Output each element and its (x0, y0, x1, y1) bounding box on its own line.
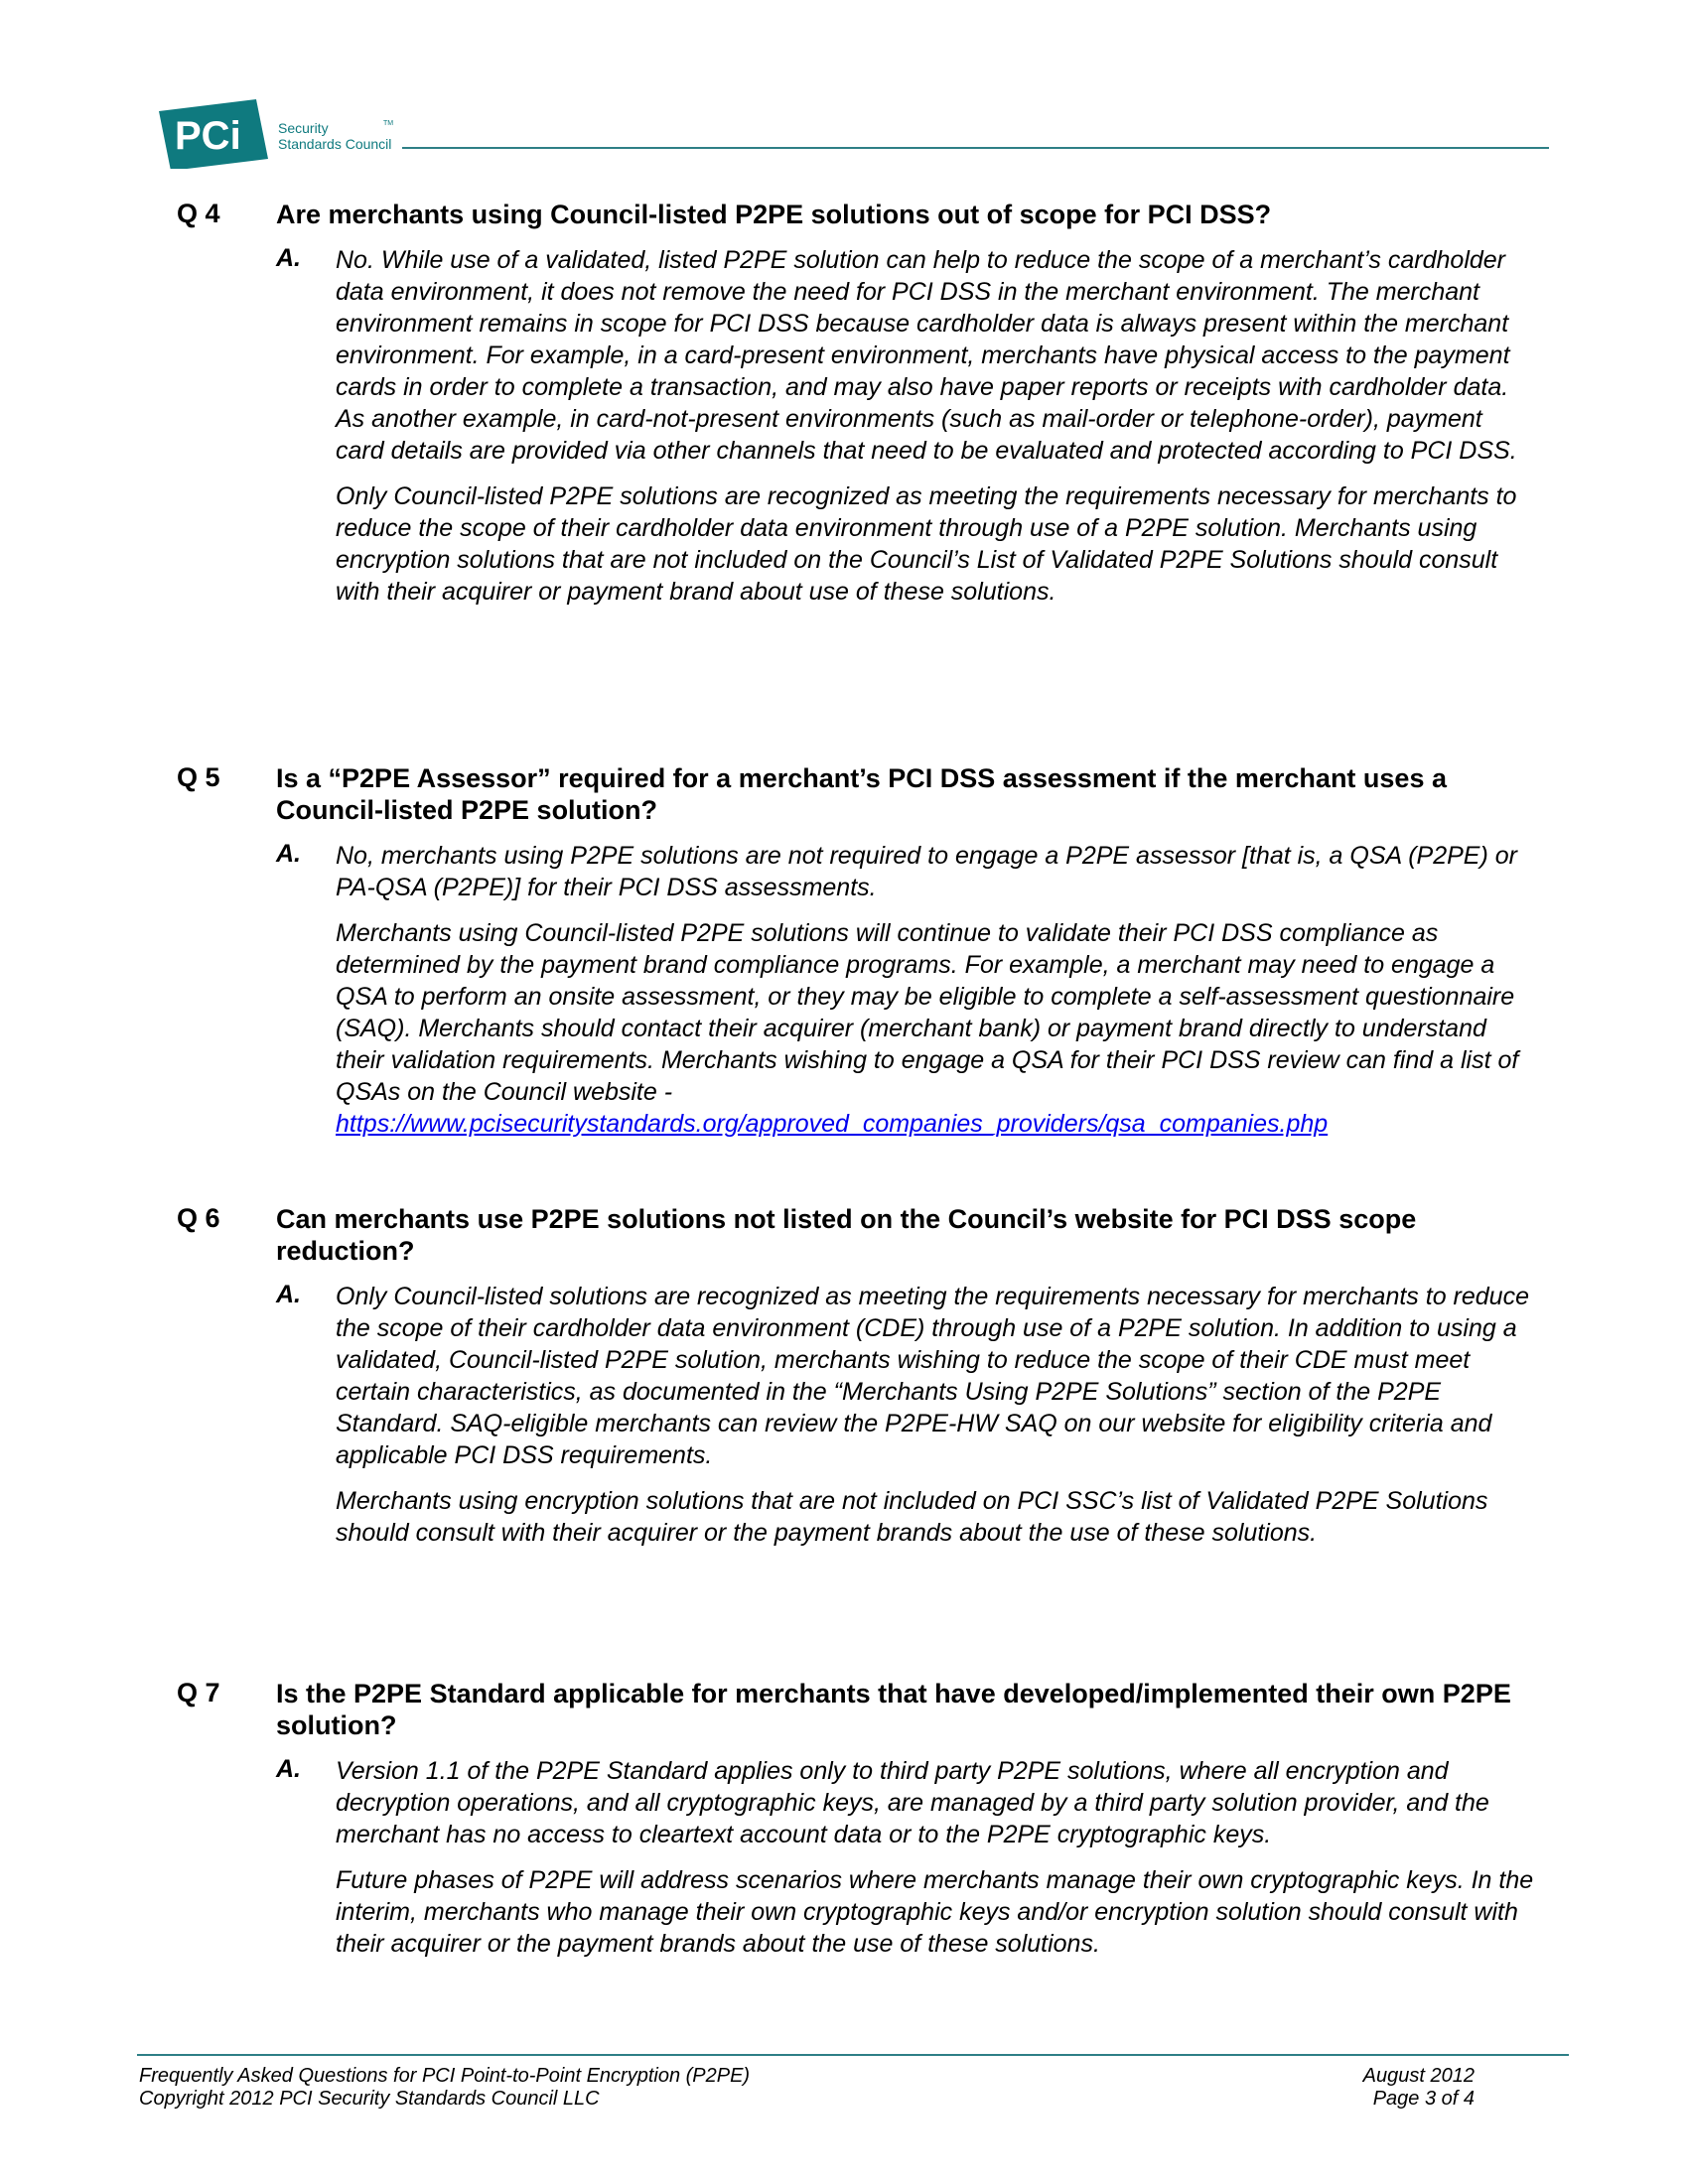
question-number: Q 6 (177, 1203, 220, 1233)
question-text: Can merchants use P2PE solutions not listed on the Council’s website for PCI DSS scope reduction? (276, 1204, 1417, 1266)
logo-line2: Standards Council (278, 136, 392, 152)
footer-page-number: Page 3 of 4 (1372, 2088, 1475, 2110)
header-rule (402, 147, 1549, 149)
answer-paragraph: Merchants using encryption solutions that are not included on PCI SSC’s list of Validated P2PE Solutions should consult with their acquirer or the payment brands about the use of these solutions. (336, 1487, 1488, 1547)
footer-right (1350, 2065, 1475, 2111)
qa-item-q5 (177, 762, 1537, 1154)
question-number: Q 4 (177, 199, 220, 228)
footer-left (139, 2065, 750, 2111)
answer (276, 840, 1537, 1140)
qa-item-q7 (177, 1678, 1537, 1974)
answer-paragraph (336, 917, 1537, 1140)
answer-paragraph: Only Council-listed P2PE solutions are recognized as meeting the requirements necessary for merchants to reduce the scope of their cardholder data environment through use of a P2PE solution. Merchants using encryption solutions that are not included on the Council’s List of Validated P2PE Solutions should consult with their acquirer or payment brand about use of these solutions. (336, 482, 1517, 606)
answer-paragraph-text: Merchants using Council-listed P2PE solutions will continue to validate their PCI DSS compliance as determined by the payment brand compliance programs. For example, a merchant may need to engage a QSA to perform an onsite assessment, or they may be eligible to complete a self-assessment questionnaire (SAQ). Merchants should contact their acquirer (merchant bank) or payment brand directly to understand their validation requirements. Merchants wishing to engage a QSA for their PCI DSS review can find a list of QSAs on the Council website - (336, 919, 1519, 1106)
answer-paragraph: No, merchants using P2PE solutions are not required to engage a P2PE assessor [that is, a QSA (P2PE) or PA-QSA (P2PE)] for their PCI DSS assessments. (336, 842, 1517, 901)
question-number: Q 5 (177, 762, 220, 792)
answer-paragraph: Version 1.1 of the P2PE Standard applies only to third party P2PE solutions, where all encryption and decryption operations, and all cryptographic keys, are managed by a third party solution provider, and the merchant has no access to cleartext account data or to the P2PE cryptographic keys. (336, 1757, 1489, 1848)
footer-rule (137, 2054, 1569, 2056)
qa-item-q6 (177, 1203, 1537, 1563)
qsa-companies-link[interactable]: https://www.pcisecuritystandards.org/approved_companies_providers/qsa_companies.php (336, 1110, 1329, 1138)
footer-copyright: Copyright 2012 PCI Security Standards Council LLC (139, 2088, 600, 2110)
question-number: Q 7 (177, 1678, 220, 1707)
qa-item-q4 (177, 199, 1537, 621)
answer (276, 244, 1537, 608)
question-text: Are merchants using Council-listed P2PE solutions out of scope for PCI DSS? (276, 200, 1272, 229)
answer (276, 1755, 1537, 1960)
question-text: Is the P2PE Standard applicable for merchants that have developed/implemented their own P2PE solution? (276, 1679, 1511, 1740)
answer (276, 1281, 1537, 1549)
logo-mark: PCi (175, 114, 241, 158)
logo-tm: TM (383, 120, 394, 127)
answer-label: A. (276, 244, 301, 272)
logo-line1: Security (278, 120, 329, 136)
pci-logo-icon (157, 99, 405, 169)
question-text: Is a “P2PE Assessor” required for a merchant’s PCI DSS assessment if the merchant uses a Council-listed P2PE solution? (276, 763, 1447, 825)
pci-logo (157, 99, 405, 174)
footer-date: August 2012 (1362, 2065, 1475, 2087)
answer-paragraph: No. While use of a validated, listed P2PE solution can help to reduce the scope of a merchant’s cardholder data environment, it does not remove the need for PCI DSS in the merchant environment. The merchant environment remains in scope for PCI DSS because cardholder data is always present within the merchant environment. For example, in a card-present environment, merchants have physical access to the payment cards in order to complete a transaction, and may also have paper reports or receipts with cardholder data. As another example, in card-not-present environments (such as mail-order or telephone-order), payment card details are provided via other channels that need to be evaluated and protected according to PCI DSS. (336, 246, 1517, 465)
answer-label: A. (276, 840, 301, 868)
answer-label: A. (276, 1755, 301, 1783)
answer-paragraph: Only Council-listed solutions are recognized as meeting the requirements necessary for merchants to reduce the scope of their cardholder data environment (CDE) through use of a P2PE solution. In addition to using a validated, Council-listed P2PE solution, merchants wishing to reduce the scope of their CDE must meet certain characteristics, as documented in the “Merchants Using P2PE Solutions” section of the P2PE Standard. SAQ-eligible merchants can review the P2PE-HW SAQ on our website for eligibility criteria and applicable PCI DSS requirements. (336, 1283, 1529, 1469)
answer-label: A. (276, 1281, 301, 1308)
footer-title: Frequently Asked Questions for PCI Point-to-Point Encryption (P2PE) (139, 2065, 751, 2087)
answer-paragraph: Future phases of P2PE will address scenarios where merchants manage their own cryptographic keys. In the interim, merchants who manage their own cryptographic keys and/or encryption solution should consult with their acquirer or the payment brands about the use of these solutions. (336, 1866, 1534, 1958)
